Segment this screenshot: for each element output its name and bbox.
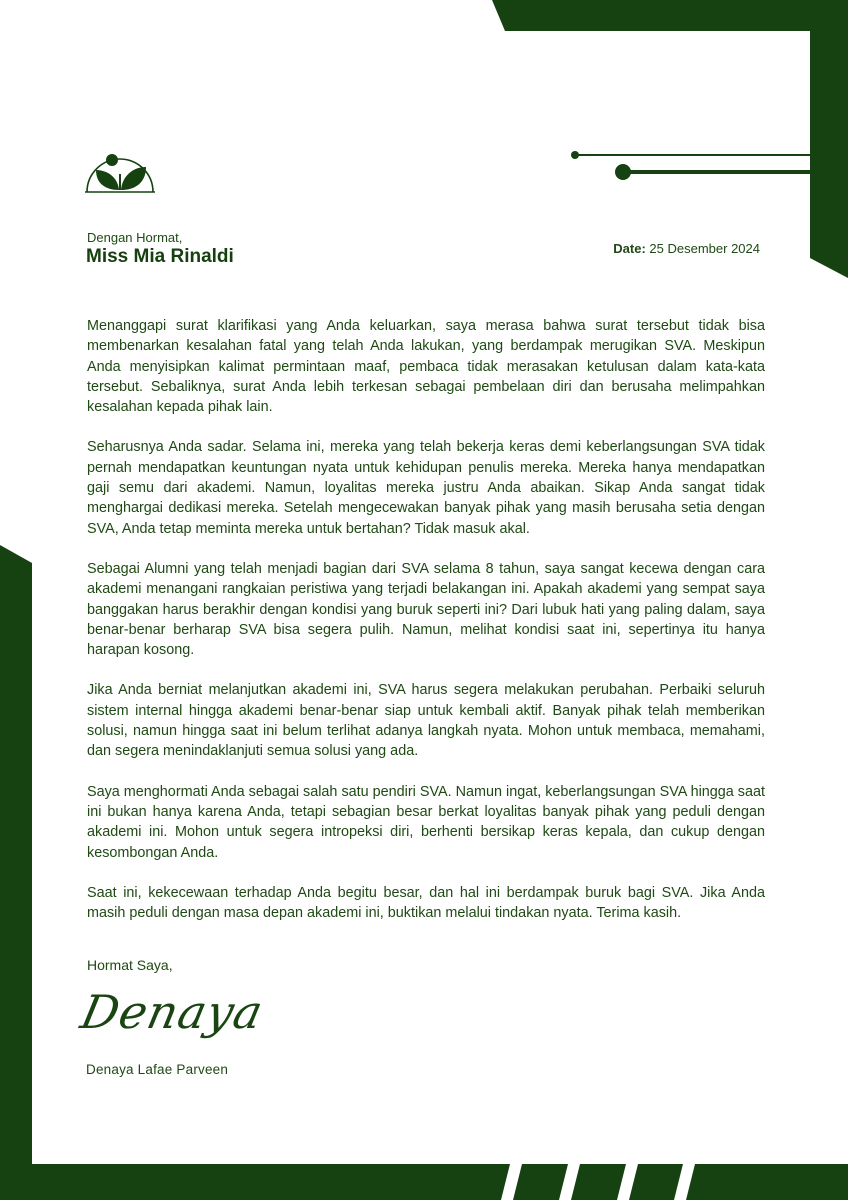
leaf-sprout-icon bbox=[84, 140, 156, 198]
greeting: Dengan Hormat, bbox=[87, 230, 183, 245]
signer-name: Denaya Lafae Parveen bbox=[86, 1062, 229, 1077]
bottom-frame bbox=[32, 1164, 848, 1200]
body-paragraph: Menanggapi surat klarifikasi yang Anda keluarkan, saya merasa bahwa surat tersebut tidak bisa membenarkan kesalahan fatal yang telah Anda lakukan, yang berdampak merugikan SVA. Meskipun Anda menyisipkan kalimat permintaan maaf, pembaca tidak merasakan ketulusan dalam kata-kata tersebut. Sebaliknya, surat Anda lebih terkesan sebagai pembelaan diri dan berusaha melimpahkan kesalahan kepada pihak lain. bbox=[87, 318, 765, 416]
body-paragraph: Seharusnya Anda sadar. Selama ini, mereka yang telah bekerja keras demi keberlangsungan SVA tidak pernah mendapatkan keuntungan nyata untuk kehidupan penulis mereka. Mereka hanya mendapatkan gaji semu dari akademi. Namun, loyalitas mereka justru Anda abaikan. Sikap Anda sangat tidak menghargai dedikasi mereka. Setelah mengecewakan banyak pihak yang masih berusaha setia dengan SVA, Anda tetap meminta mereka untuk bertahan? Tidak masuk akal. bbox=[87, 439, 765, 537]
body-paragraph: Sebagai Alumni yang telah menjadi bagian dari SVA selama 8 tahun, saya sangat kecewa dengan cara akademi menangani rangkaian peristiwa yang terjadi belakangan ini. Apakah akademi yang sempat saya banggakan harus berakhir dengan kondisi yang buruk seperti ini? Dari lubuk hati yang paling dalam, saya benar-benar berharap SVA bisa segera pulih. Namun, melihat kondisi saat ini, sepertinya itu hanya harapan kosong. bbox=[87, 560, 765, 659]
body-paragraph: Saat ini, kekecewaan terhadap Anda begitu besar, dan hal ini berdampak buruk bagi SVA. Jika Anda masih peduli dengan masa depan akademi ini, buktikan melalui tindakan nyata. Terima kasih. bbox=[87, 884, 765, 922]
letter-date bbox=[613, 241, 760, 256]
left-frame bbox=[0, 545, 32, 1200]
deco-dot-large bbox=[615, 164, 631, 180]
top-right-frame bbox=[492, 0, 848, 278]
date-label: Date: bbox=[613, 241, 646, 256]
date-value: 25 Desember 2024 bbox=[649, 241, 760, 256]
recipient-name: Miss Mia Rinaldi bbox=[86, 246, 234, 267]
body-paragraph: Jika Anda berniat melanjutkan akademi ini, SVA harus segera melakukan perubahan. Perbaiki seluruh sistem internal hingga akademi benar-benar siap untuk kembali aktif. Banyak pihak telah memberikan solusi, namun hingga saat ini belum terlihat adanya langkah nyata. Mohon untuk membaca, memahami, dan segera menindaklanjuti semua solusi yang ada. bbox=[87, 682, 765, 760]
body-paragraph: Saya menghormati Anda sebagai salah satu pendiri SVA. Namun ingat, keberlangsungan SVA hingga saat ini bukan hanya karena Anda, tetapi sebagian besar berkat loyalitas banyak pihak yang peduli dengan akademi ini. Mohon untuk segera intropeksi diri, berhenti bersikap keras kepala, dan cukup dengan kesombongan Anda. bbox=[87, 783, 765, 861]
handwritten-signature: Denaya bbox=[76, 985, 269, 1039]
closing-salutation: Hormat Saya, bbox=[87, 957, 173, 973]
deco-dot-small bbox=[571, 151, 579, 159]
letter-body bbox=[87, 316, 765, 943]
